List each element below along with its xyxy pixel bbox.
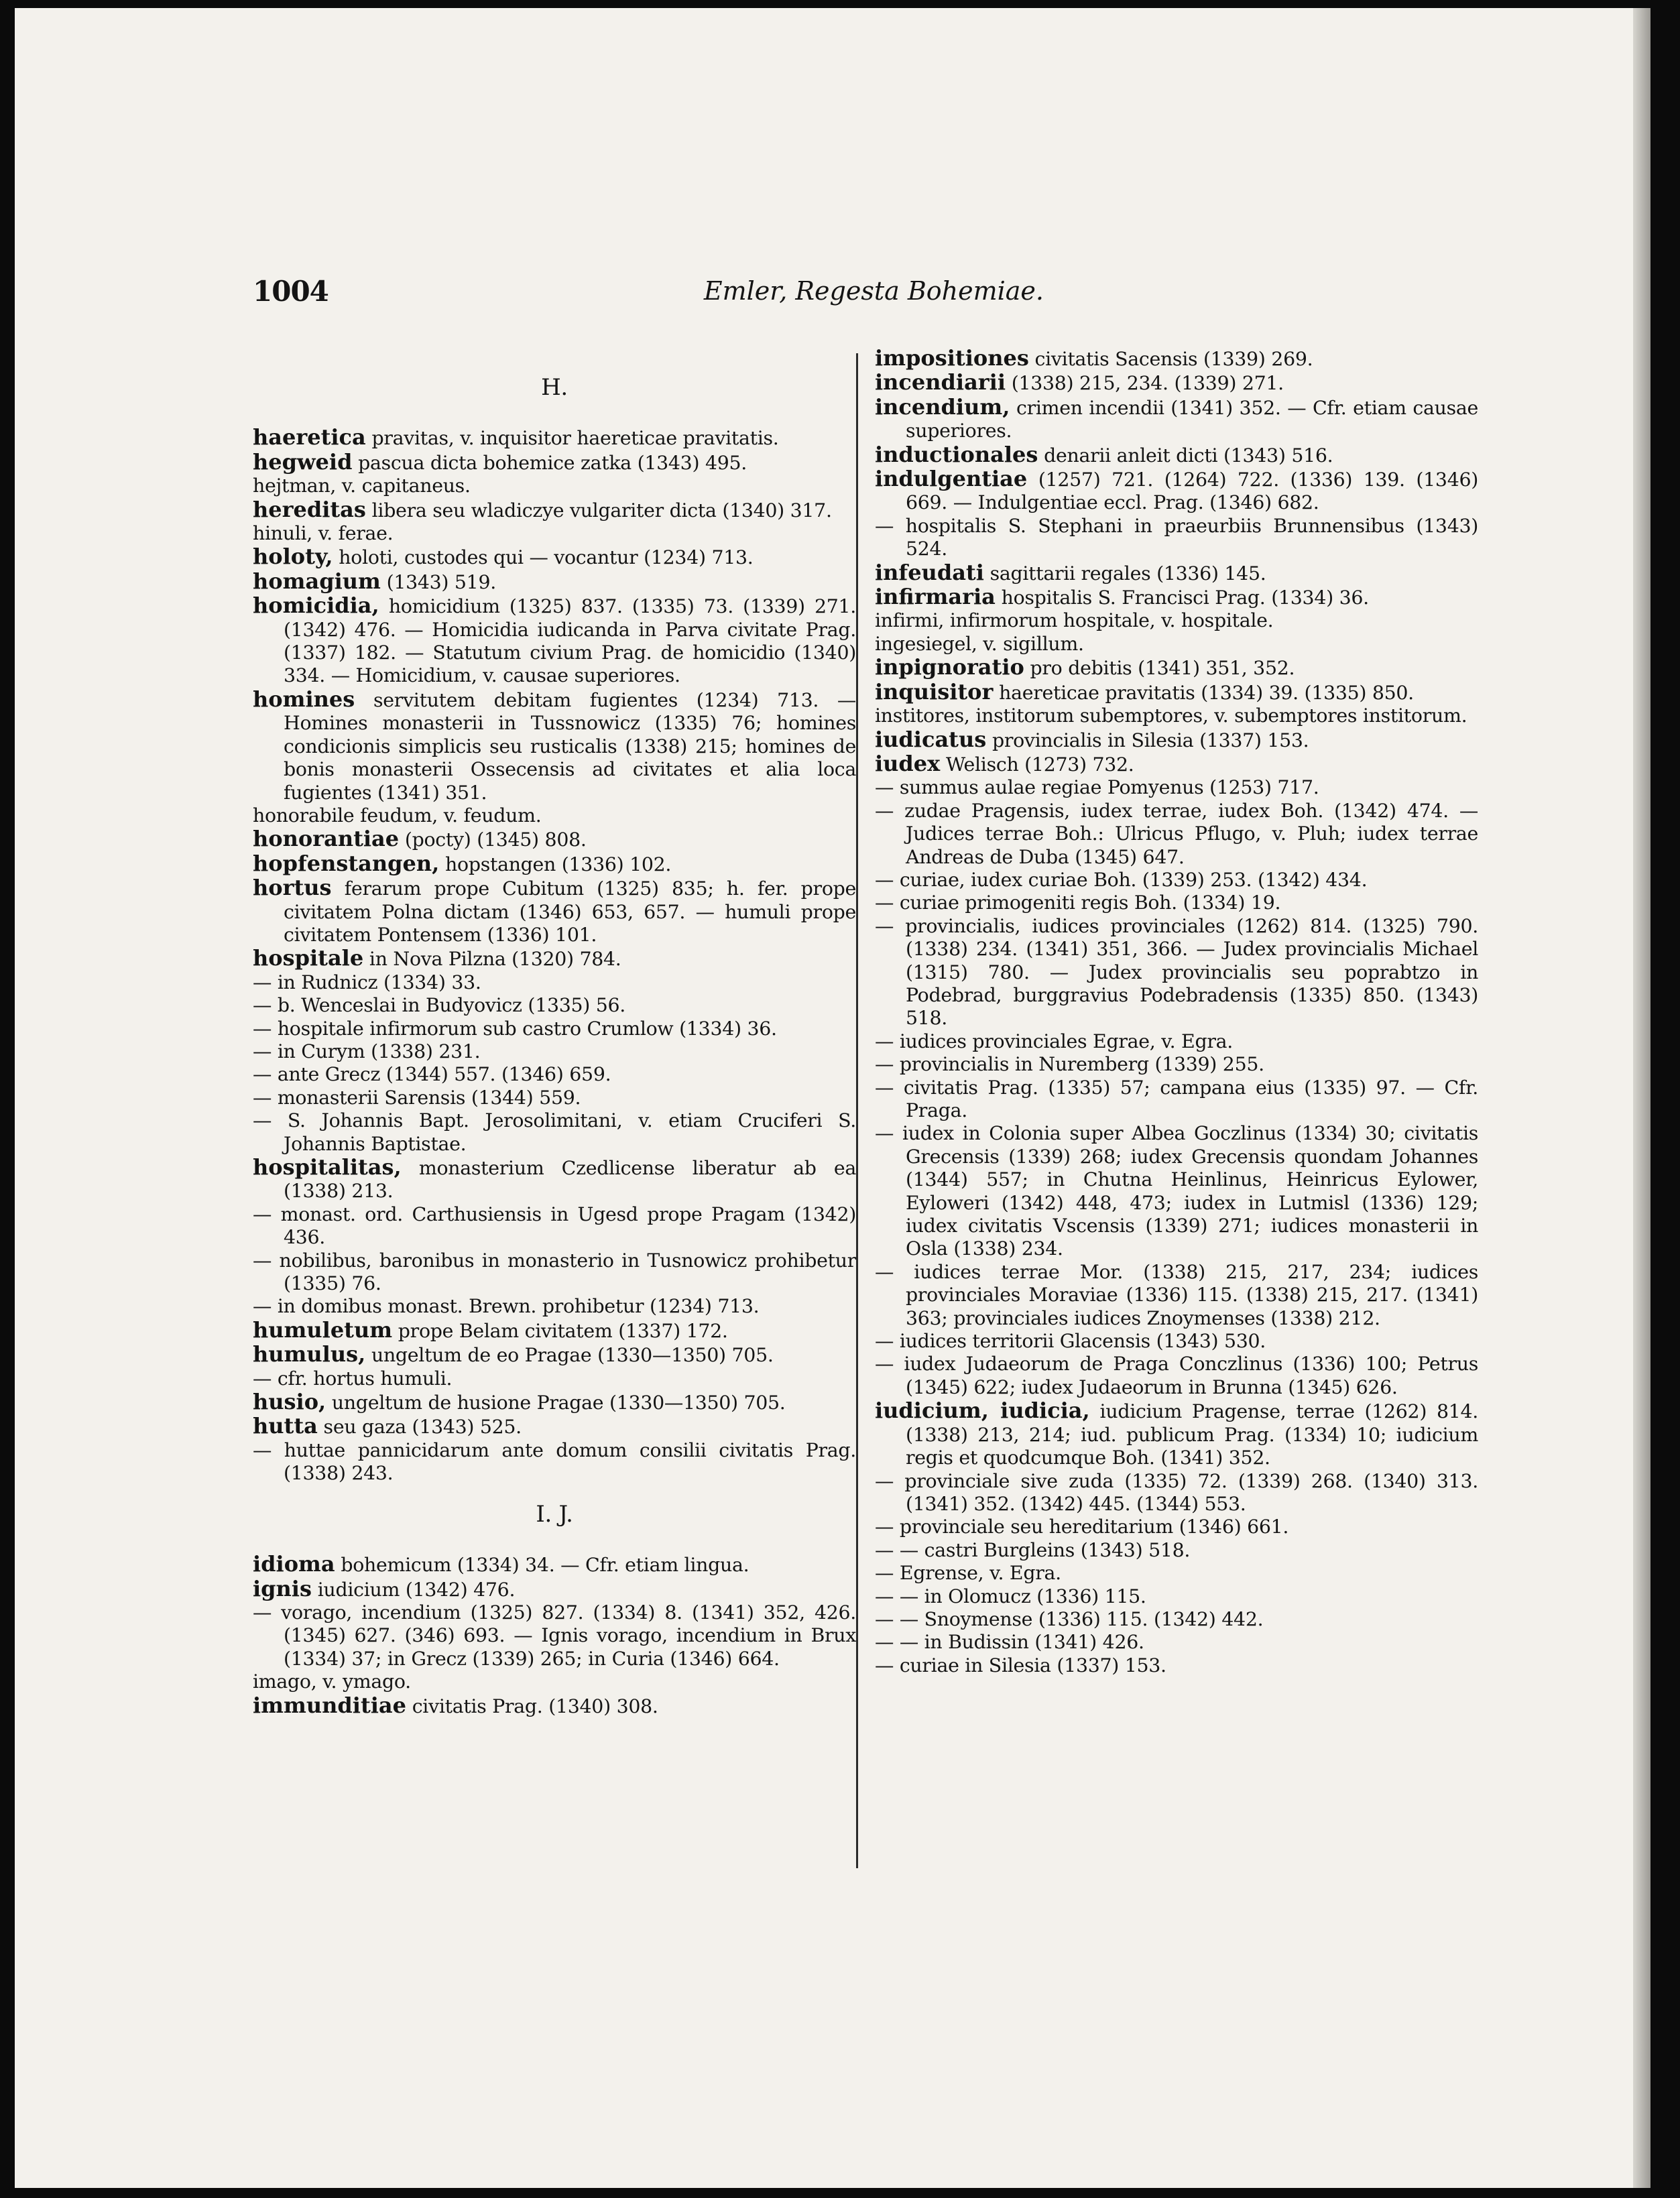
entry-text: ingesiegel, v. sigillum.	[875, 632, 1084, 655]
entry-text: — iudices terrae Mor. (1338) 215, 217, 234; iudices provinciales Moraviae (1336) 115. (1338) 215, 217. (1341) 363; provinciales iudices Znoymenses (1338) 212.	[875, 1260, 1478, 1329]
entry-lemma: holoty,	[253, 544, 333, 570]
index-entry	[875, 892, 1478, 914]
index-entry	[253, 1343, 856, 1367]
entry-lemma: infeudati	[875, 559, 984, 585]
entry-text: haereticae pravitatis (1334) 39. (1335) 850.	[993, 681, 1414, 704]
index-entry	[875, 395, 1478, 443]
index-entry	[253, 1552, 856, 1577]
entry-lemma: haeretica	[253, 424, 366, 450]
index-entry	[253, 994, 856, 1017]
index-entry	[875, 1077, 1478, 1123]
entry-text: — provinciale sive zuda (1335) 72. (1339) 268. (1340) 313. (1341) 352. (1342) 445. (1344) 553.	[875, 1469, 1478, 1515]
entry-lemma: hegweid	[253, 448, 353, 475]
entry-text: infirmi, infirmorum hospitale, v. hospitale.	[875, 609, 1274, 632]
index-entry	[875, 1631, 1478, 1654]
index-entry	[253, 1040, 856, 1063]
index-entry	[253, 1601, 856, 1670]
entry-lemma: indulgentiae	[875, 466, 1028, 492]
index-entry	[253, 1367, 856, 1390]
entry-text: Welisch (1273) 732.	[940, 753, 1134, 776]
entry-text: — hospitalis S. Stephani in praeurbiis Brunnensibus (1343) 524.	[875, 514, 1478, 560]
entry-text: — huttae pannicidarum ante domum consilii civitatis Prag. (1338) 243.	[253, 1439, 856, 1485]
index-entry	[875, 1261, 1478, 1330]
entry-lemma: idioma	[253, 1551, 335, 1577]
entry-text: (pocty) (1345) 808.	[399, 829, 587, 851]
section-heading: H.	[541, 374, 568, 401]
index-entry	[875, 1353, 1478, 1399]
entry-text: — S. Johannis Bapt. Jerosolimitani, v. etiam Cruciferi S. Johannis Baptistae.	[253, 1109, 856, 1155]
entry-text: — — in Olomucz (1336) 115.	[875, 1585, 1146, 1607]
entry-text: — in domibus monast. Brewn. prohibetur (1234) 713.	[253, 1295, 760, 1318]
index-entry	[253, 947, 856, 971]
entry-lemma: iudicatus	[875, 726, 987, 752]
index-entry	[875, 609, 1478, 632]
entry-lemma: humulus,	[253, 1341, 366, 1367]
entry-text: (1257) 721. (1264) 722. (1336) 139. (1346) 669. — Indulgentiae eccl. Prag. (1346) 682.	[906, 469, 1478, 514]
entry-lemma: immunditiae	[253, 1692, 406, 1718]
entry-lemma: homines	[253, 686, 355, 712]
index-entry	[875, 515, 1478, 561]
index-entry	[253, 1018, 856, 1040]
entry-lemma: husio,	[253, 1389, 326, 1415]
entry-lemma: inpignoratio	[875, 654, 1024, 680]
entry-lemma: hospitale	[253, 945, 364, 971]
index-entry	[875, 1330, 1478, 1353]
entry-lemma: homicidia,	[253, 593, 379, 619]
index-entry	[253, 1390, 856, 1414]
page-header	[253, 275, 1044, 315]
entry-lemma: iudex	[875, 750, 941, 776]
entry-text: — zudae Pragensis, iudex terrae, iudex Boh. (1342) 474. — Judices terrae Boh.: Ulricus Pflugo, v. Pluh; iudex terrae Andreas de Duba (1345) 647.	[875, 799, 1478, 868]
entry-text: — nobilibus, baronibus in monasterio in Tusnowicz prohibetur (1335) 76.	[253, 1249, 856, 1295]
entry-text: — curiae in Silesia (1337) 153.	[875, 1654, 1166, 1676]
entry-text: seu gaza (1343) 525.	[317, 1416, 522, 1439]
entry-text: imago, v. ymago.	[253, 1670, 411, 1693]
entry-text: prope Belam civitatem (1337) 172.	[392, 1319, 728, 1342]
entry-text: crimen incendii (1341) 352. — Cfr. etiam causae superiores.	[906, 396, 1478, 442]
entry-text: ungeltum de eo Pragae (1330—1350) 705.	[365, 1344, 774, 1367]
index-entry	[875, 1470, 1478, 1516]
index-entry	[875, 752, 1478, 776]
entry-text: — in Rudnicz (1334) 33.	[253, 971, 481, 993]
entry-text: iudicium (1342) 476.	[311, 1578, 516, 1601]
entry-text: provincialis in Silesia (1337) 153.	[986, 729, 1309, 751]
index-entry	[875, 800, 1478, 869]
entry-lemma: honorantiae	[253, 826, 400, 852]
entry-lemma: hereditas	[253, 496, 366, 522]
entry-text: libera seu wladiczye vulgariter dicta (1340) 317.	[365, 499, 832, 522]
entry-text: bohemicum (1334) 34. — Cfr. etiam lingua.	[335, 1554, 749, 1577]
entry-lemma: ignis	[253, 1575, 312, 1601]
entry-text: — iudices territorii Glacensis (1343) 530.	[875, 1330, 1266, 1353]
entry-text: — iudex in Colonia super Albea Goczlinus (1334) 30; civitatis Grecensis (1339) 268; iudex Grecensis quondam Johannes (1344) 557; in Chutna Heinlinus, Heinricus Eylower, Eyloweri (1342) 448, 473; iudex in Lutmisl (1336) 129; iudex civitatis Vscensis (1339) 271; iudices monasterii in Osla (1338) 234.	[875, 1122, 1478, 1260]
index-entry	[875, 656, 1478, 680]
index-entry	[875, 1030, 1478, 1053]
index-entry	[875, 371, 1478, 395]
index-column-right	[875, 347, 1478, 1677]
index-entry	[875, 728, 1478, 752]
index-entry	[253, 852, 856, 876]
index-entry	[875, 869, 1478, 892]
entry-text: holoti, custodes qui — vocantur (1234) 713.	[333, 546, 754, 569]
entry-lemma: humuletum	[253, 1317, 393, 1343]
entry-text: sagittarii regales (1336) 145.	[983, 562, 1266, 585]
index-entry	[253, 475, 856, 497]
entry-text: honorabile feudum, v. feudum.	[253, 804, 542, 827]
entry-text: — iudices provinciales Egrae, v. Egra.	[875, 1030, 1233, 1052]
entry-text: ungeltum de husione Pragae (1330—1350) 705.	[326, 1392, 786, 1414]
column-divider	[856, 353, 858, 1868]
entry-text: — civitatis Prag. (1335) 57; campana eius (1335) 97. — Cfr. Praga.	[875, 1076, 1478, 1121]
entry-lemma: homagium	[253, 568, 381, 594]
entry-text: — vorago, incendium (1325) 827. (1334) 8. (1341) 352, 426. (1345) 627. (346) 693. — Ignis vorago, incendium in Brux (1334) 37; in Grecz (1339) 265; in Curia (1346) 664.	[253, 1601, 856, 1670]
entry-text: — curiae primogeniti regis Boh. (1334) 19.	[875, 892, 1281, 914]
index-entry	[875, 915, 1478, 1030]
index-entry	[253, 1203, 856, 1249]
entry-text: institores, institorum subemptores, v. subemptores institorum.	[875, 705, 1467, 727]
entry-text: servitutem debitam fugientes (1234) 713. — Homines monasterii in Tussnowicz (1335) 76; homines condicionis simplicis seu rusticalis (1338) 215; homines de bonis monasterii Ossecensis ad civitates et alia loca fugientes (1341) 351.	[284, 688, 856, 804]
entry-text: denarii anleit dicti (1343) 516.	[1038, 444, 1333, 467]
entry-lemma: hutta	[253, 1413, 318, 1439]
entry-lemma: hospitalitas,	[253, 1154, 402, 1180]
index-entry	[253, 688, 856, 804]
entry-text: civitatis Prag. (1340) 308.	[406, 1695, 658, 1717]
page-number: 1004	[253, 275, 328, 308]
index-entry	[875, 1516, 1478, 1538]
index-entry	[875, 1122, 1478, 1260]
entry-text: pascua dicta bohemice zatka (1343) 495.	[352, 451, 747, 474]
index-entry	[253, 1063, 856, 1086]
index-entry	[875, 467, 1478, 515]
index-entry	[253, 1694, 856, 1718]
entry-text: ferarum prope Cubitum (1325) 835; h. fer. prope civitatem Polna dictam (1346) 653, 657. — humuli prope civitatem Pontensem (1336) 101.	[284, 877, 856, 946]
entry-lemma: inquisitor	[875, 678, 994, 705]
index-entry	[875, 1399, 1478, 1469]
index-entry	[253, 1109, 856, 1156]
index-entry	[253, 804, 856, 827]
index-entry	[253, 1670, 856, 1693]
book-page	[15, 8, 1651, 2188]
index-entry	[253, 876, 856, 947]
index-entry	[875, 1585, 1478, 1608]
section-heading: I. J.	[536, 1500, 573, 1528]
index-entry	[253, 1439, 856, 1485]
index-column-left	[253, 347, 856, 1718]
entry-text: (1338) 215, 234. (1339) 271.	[1005, 372, 1284, 395]
index-entry	[875, 1562, 1478, 1585]
entry-text: — hospitale infirmorum sub castro Crumlow (1334) 36.	[253, 1017, 777, 1040]
entry-lemma: inductionales	[875, 441, 1038, 467]
entry-text: — provinciale seu hereditarium (1346) 661.	[875, 1516, 1289, 1538]
index-entry	[875, 1608, 1478, 1631]
entry-text: — — Snoymense (1336) 115. (1342) 442.	[875, 1607, 1264, 1630]
index-entry	[253, 827, 856, 851]
index-entry	[875, 1053, 1478, 1076]
entry-text: — curiae, iudex curiae Boh. (1339) 253. (1342) 434.	[875, 868, 1368, 891]
entry-text: hinuli, v. ferae.	[253, 522, 394, 545]
entry-lemma: hortus	[253, 875, 332, 901]
entry-lemma: hopfenstangen,	[253, 850, 440, 876]
entry-text: hospitalis S. Francisci Prag. (1334) 36.	[995, 587, 1369, 609]
index-entry	[875, 443, 1478, 467]
index-entry	[253, 1087, 856, 1109]
entry-text: — b. Wenceslai in Budyovicz (1335) 56.	[253, 994, 625, 1017]
index-entry	[253, 545, 856, 569]
index-entry	[875, 561, 1478, 585]
entry-text: homicidium (1325) 837. (1335) 73. (1339) 271. (1342) 476. — Homicidia iudicanda in Parva civitate Prag. (1337) 182. — Statutum civium Prag. de homicidio (1340) 334. — Homicidium, v. causae superiores.	[284, 595, 856, 687]
entry-lemma: iudicium, iudicia,	[875, 1398, 1090, 1424]
index-entry	[875, 680, 1478, 705]
entry-text: iudicium Pragense, terrae (1262) 814. (1338) 213, 214; iud. publicum Prag. (1334) 10; iudicium regis et quodcumque Boh. (1341) 352.	[906, 1400, 1479, 1469]
scan-page-edge	[1633, 8, 1651, 2188]
index-entry	[875, 1539, 1478, 1562]
index-entry	[253, 498, 856, 522]
index-entry	[253, 570, 856, 594]
entry-text: — monasterii Sarensis (1344) 559.	[253, 1086, 581, 1109]
entry-lemma: impositiones	[875, 345, 1029, 371]
entry-text: — in Curym (1338) 231.	[253, 1040, 481, 1062]
entry-text: — Egrense, v. Egra.	[875, 1562, 1061, 1585]
entry-text: — monast. ord. Carthusiensis in Ugesd prope Pragam (1342) 436.	[253, 1203, 856, 1249]
index-entry	[253, 1414, 856, 1439]
entry-text: in Nova Pilzna (1320) 784.	[363, 948, 621, 971]
entry-text: civitatis Sacensis (1339) 269.	[1028, 348, 1313, 370]
entry-lemma: incendium,	[875, 393, 1010, 420]
index-entry	[875, 1654, 1478, 1677]
index-entry	[253, 450, 856, 475]
index-entry	[253, 1249, 856, 1296]
entry-text: (1343) 519.	[380, 570, 496, 593]
index-entry	[253, 1319, 856, 1343]
entry-lemma: infirmaria	[875, 584, 996, 610]
index-entry	[875, 705, 1478, 727]
entry-text: — — castri Burgleins (1343) 518.	[875, 1538, 1191, 1561]
index-entry	[253, 1577, 856, 1601]
index-entry	[253, 426, 856, 450]
entry-text: — — in Budissin (1341) 426.	[875, 1631, 1144, 1654]
entry-text: hopstangen (1336) 102.	[439, 853, 672, 875]
entry-text: — summus aulae regiae Pomyenus (1253) 717.	[875, 776, 1319, 799]
entry-text: — cfr. hortus humuli.	[253, 1367, 453, 1390]
entry-text: pravitas, v. inquisitor haereticae pravitatis.	[365, 427, 779, 450]
index-entry	[253, 522, 856, 545]
index-entry	[875, 633, 1478, 656]
entry-text: hejtman, v. capitaneus.	[253, 475, 471, 497]
entry-lemma: incendiarii	[875, 369, 1006, 395]
entry-text: — iudex Judaeorum de Praga Conczlinus (1336) 100; Petrus (1345) 622; iudex Judaeorum in Brunna (1345) 626.	[875, 1353, 1478, 1398]
index-entry	[875, 585, 1478, 609]
index-entry	[875, 347, 1478, 371]
entry-text: pro debitis (1341) 351, 352.	[1024, 657, 1295, 680]
index-entry	[253, 1156, 856, 1203]
running-title: Emler, Regesta Bohemiae.	[703, 276, 1044, 306]
index-entry	[875, 776, 1478, 799]
entry-text: — ante Grecz (1344) 557. (1346) 659.	[253, 1063, 611, 1086]
entry-text: — provincialis, iudices provinciales (1262) 814. (1325) 790. (1338) 234. (1341) 351, 366. — Judex provincialis Michael (1315) 780. — Judex provincialis seu poprabtzo in Podebrad, burggravius Podebradensis (1335) 850. (1343) 518.	[875, 914, 1478, 1030]
index-entry	[253, 971, 856, 994]
entry-text: — provincialis in Nuremberg (1339) 255.	[875, 1053, 1264, 1076]
entry-text: monasterium Czedlicense liberatur ab ea (1338) 213.	[284, 1157, 856, 1203]
index-entry	[253, 594, 856, 688]
index-entry	[253, 1295, 856, 1318]
